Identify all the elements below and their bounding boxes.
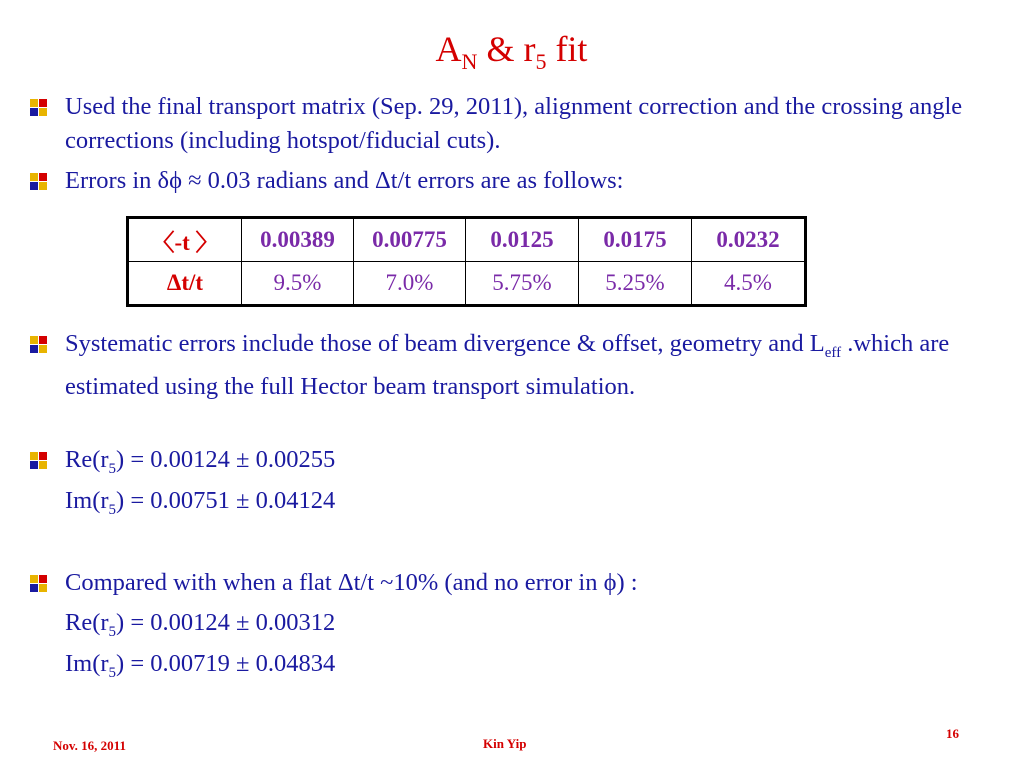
bullet-2-text: Errors in δϕ ≈ 0.03 radians and Δt/t errors are as follows: [65,167,624,194]
table-cell: 9.5% [242,262,354,306]
bullet-icon [30,173,47,190]
bullet-icon [30,336,47,353]
table-header-t: 〈-t 〉 [128,218,242,262]
bullet-4 [30,443,1005,486]
table-row [128,218,806,262]
bullet-3-text: Systematic errors include those of beam divergence & offset, geometry and $L_{eff}$ .which are estimated using the full Hector beam transport simulation. [65,330,950,400]
bullet-1-text: Used the final transport matrix (Sep. 29, 2011), alignment correction and the crossing angle corrections (including hotspot/fiducial cuts). [65,93,963,154]
table-cell: 0.0125 [466,218,579,262]
im-r5-line: $Im(r_5) = 0.00751 \pm 0.04124$ [65,487,336,518]
bullet-1 [30,90,1005,158]
table-cell: 0.0175 [579,218,692,262]
bullet-icon [30,452,47,469]
table-cell: 0.00389 [242,218,354,262]
bullet-5-text: Compared with when a flat Δt/t ~10% (and no error in ϕ) : [65,569,638,596]
table-cell: 0.0232 [692,218,806,262]
bullet-2 [30,164,1005,198]
table-cell: 5.75% [466,262,579,306]
slide-title: $A_N$ & $r_5$ fit [435,29,588,75]
bullet-5 [30,566,1005,600]
bullet-3 [30,327,1005,404]
re-r5-flat-line: $Re(r_5) = 0.00124 \pm 0.00312$ [65,609,336,640]
im-r5-flat-line: $Im(r_5) = 0.00719 \pm 0.04834$ [65,650,336,681]
table-cell: 7.0% [354,262,466,306]
table-cell: 0.00775 [354,218,466,262]
page-number: 16 [946,726,959,741]
table-row [128,262,806,306]
re-r5-line: $Re(r_5) = 0.00124 \pm 0.00255$ [65,446,336,477]
table-cell: 4.5% [692,262,806,306]
bullet-icon [30,99,47,116]
footer-author: Kin Yip [483,736,527,751]
table-cell: 5.25% [579,262,692,306]
table-header-dt: Δt/t [128,262,242,306]
footer-date: Nov. 16, 2011 [53,738,126,753]
bullet-icon [30,575,47,592]
error-table [126,216,807,307]
